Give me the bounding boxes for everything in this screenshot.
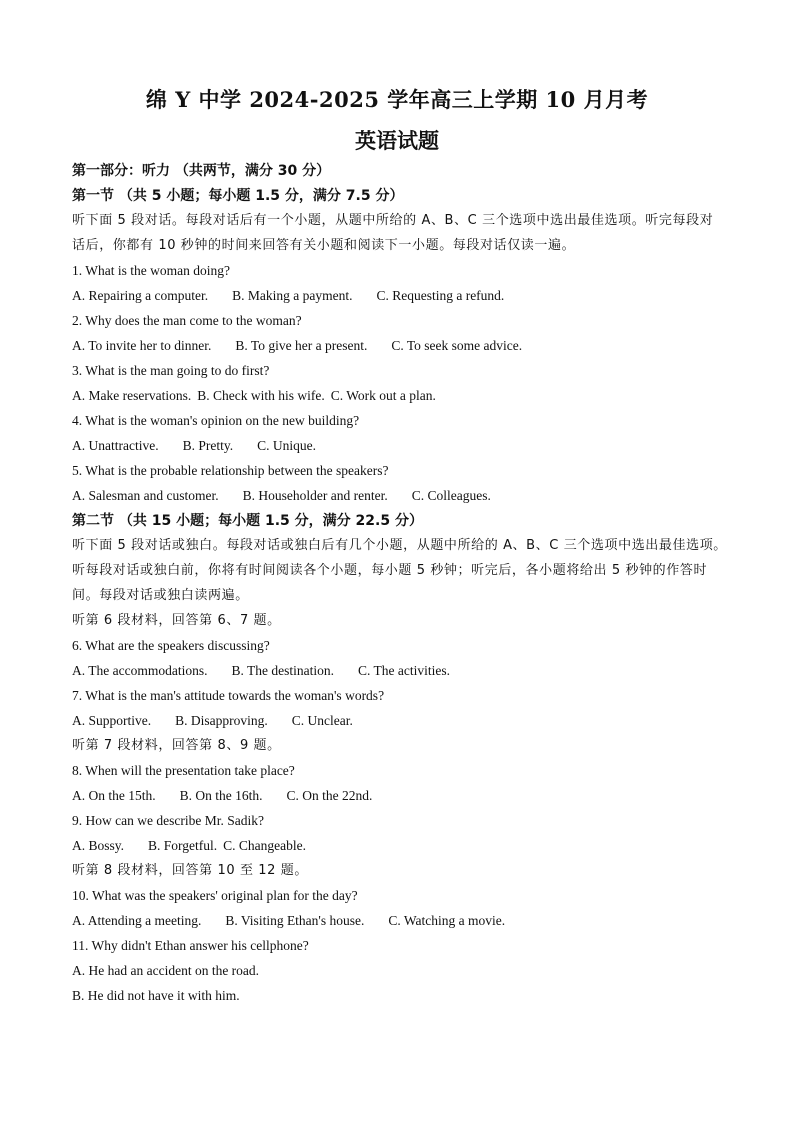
question-9: 9. How can we describe Mr. Sadik?	[72, 813, 264, 828]
question-9-options	[72, 837, 732, 855]
question-5: 5. What is the probable relationship between the speakers?	[72, 463, 389, 478]
option-a: A. Supportive.	[72, 713, 152, 728]
option-b: B. Pretty.	[182, 438, 234, 453]
option-a: A. Attending a meeting.	[72, 913, 202, 928]
option-c: C. Changeable.	[223, 838, 307, 853]
section2-heading: 第二节 （共 15 小题；每小题 1.5 分，满分 22.5 分）	[72, 513, 423, 529]
question-6-options	[72, 662, 732, 680]
option-a: A. Repairing a computer.	[72, 288, 209, 303]
question-2-options	[72, 337, 732, 355]
option-c: C. Requesting a refund.	[376, 288, 505, 303]
question-4: 4. What is the woman's opinion on the new building?	[72, 413, 360, 428]
option-a: A. Make reservations.	[72, 388, 192, 403]
question-11-option-b: B. He did not have it with him.	[72, 988, 240, 1003]
question-5-options	[72, 487, 732, 505]
option-a: A. On the 15th.	[72, 788, 156, 803]
material-7-note: 听第 7 段材料，回答第 8、9 题。	[72, 738, 281, 753]
exam-subtitle: 英语试题	[355, 128, 439, 153]
material-8-note: 听第 8 段材料，回答第 10 至 12 题。	[72, 863, 308, 878]
question-6: 6. What are the speakers discussing?	[72, 638, 270, 653]
option-c: C. On the 22nd.	[286, 788, 373, 803]
option-c: C. Colleagues.	[411, 488, 491, 503]
question-10: 10. What was the speakers' original plan for the day?	[72, 888, 358, 903]
question-11-option-a: A. He had an accident on the road.	[72, 963, 260, 978]
option-a: A. To invite her to dinner.	[72, 338, 212, 353]
option-b: B. Visiting Ethan's house.	[225, 913, 365, 928]
question-3-options	[72, 387, 732, 405]
section1-instructions: 话后，你都有 10 秒钟的时间来回答有关小题和阅读下一小题。每段对话仅读一遍。	[72, 238, 576, 253]
option-c: C. Unclear.	[291, 713, 353, 728]
question-7: 7. What is the man's attitude towards the woman's words?	[72, 688, 385, 703]
section2-instructions: 间。每段对话或独白读两遍。	[72, 588, 249, 603]
option-b: B. Check with his wife.	[197, 388, 325, 403]
section2-instructions: 听下面 5 段对话或独白。每段对话或独白后有几个小题，从题中所给的 A、B、C 三个选项中选出最佳选项。	[72, 538, 727, 553]
question-3: 3. What is the man going to do first?	[72, 363, 270, 378]
question-8-options	[72, 787, 732, 805]
section2-instructions: 听每段对话或独白前，你将有时间阅读各个小题，每小题 5 秒钟；听完后，各小题将给出 5 秒钟的作答时	[72, 563, 708, 578]
option-b: B. On the 16th.	[179, 788, 263, 803]
option-b: B. To give her a present.	[235, 338, 368, 353]
option-b: B. The destination.	[231, 663, 334, 678]
question-2: 2. Why does the man come to the woman?	[72, 313, 302, 328]
option-c: C. Watching a movie.	[388, 913, 506, 928]
option-b: B. Making a payment.	[232, 288, 353, 303]
option-c: C. Unique.	[257, 438, 316, 453]
question-8: 8. When will the presentation take place?	[72, 763, 295, 778]
question-7-options	[72, 712, 732, 730]
question-10-options	[72, 912, 732, 930]
section1-instructions: 听下面 5 段对话。每段对话后有一个小题，从题中所给的 A、B、C 三个选项中选出最佳选项。听完每段对	[72, 213, 714, 228]
option-b: B. Disapproving.	[175, 713, 268, 728]
option-c: C. Work out a plan.	[330, 388, 436, 403]
option-b: B. Forgetful.	[148, 838, 218, 853]
option-c: C. To seek some advice.	[391, 338, 523, 353]
question-4-options	[72, 437, 732, 455]
option-c: C. The activities.	[357, 663, 450, 678]
option-a: A. Bossy.	[72, 838, 125, 853]
question-1: 1. What is the woman doing?	[72, 263, 230, 278]
option-a: A. Salesman and customer.	[72, 488, 219, 503]
material-6-note: 听第 6 段材料，回答第 6、7 题。	[72, 613, 281, 628]
exam-title: 绵 Y 中学 2024-2025 学年高三上学期 10 月月考	[145, 87, 649, 112]
question-11: 11. Why didn't Ethan answer his cellphone?	[72, 938, 309, 953]
option-b: B. Householder and renter.	[242, 488, 388, 503]
option-a: A. The accommodations.	[72, 663, 208, 678]
section1-heading: 第一节 （共 5 小题；每小题 1.5 分，满分 7.5 分）	[72, 188, 404, 204]
part1-heading: 第一部分：听力 （共两节，满分 30 分）	[72, 163, 331, 179]
question-1-options	[72, 287, 732, 305]
option-a: A. Unattractive.	[72, 438, 159, 453]
